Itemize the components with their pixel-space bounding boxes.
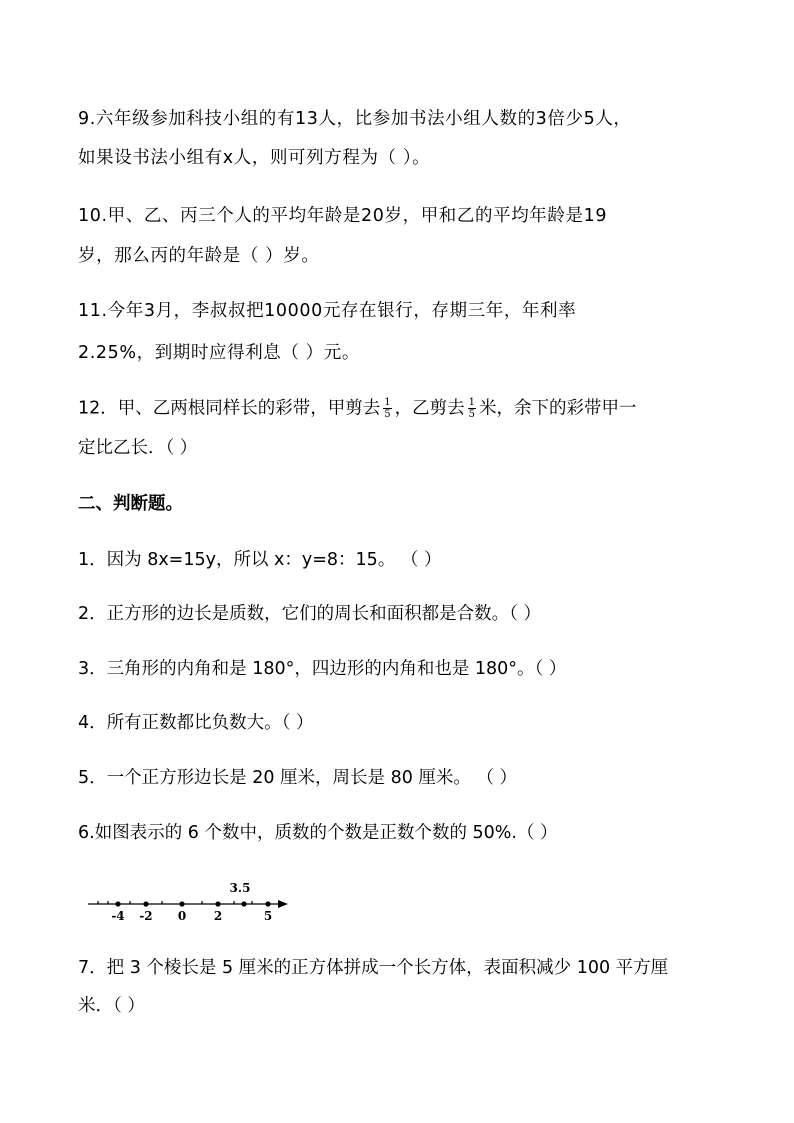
q10-line2: 岁，那么丙的年龄是（ ）岁。 xyxy=(78,246,320,266)
q12-text-part2: ，乙剪去 xyxy=(394,398,465,419)
judge-item-3: 3．三角形的内角和是 180°，四边形的内角和也是 180°。（ ） xyxy=(78,659,567,679)
label-3-5: 3.5 xyxy=(229,881,251,895)
label-minus-2: -2 xyxy=(139,909,153,923)
point-minus-4 xyxy=(115,901,120,906)
judge-item-7-line1: 7．把 3 个棱长是 5 厘米的正方体拼成一个长方体，表面积减少 100 平方厘 xyxy=(78,958,669,978)
judge-item-2: 2．正方形的边长是质数，它们的周长和面积都是合数。（ ） xyxy=(78,604,541,624)
number-line-figure xyxy=(84,880,294,924)
q12-fraction-2-numerator: 1 xyxy=(468,397,476,408)
label-minus-4: -4 xyxy=(111,909,125,923)
q12-fraction-1 xyxy=(383,397,391,420)
q12-text-part1: 12．甲、乙两根同样长的彩带，甲剪去 xyxy=(78,398,381,419)
q9-line1: 9.六年级参加科技小组的有13人，比参加书法小组人数的3倍少5人， xyxy=(78,109,632,129)
point-5 xyxy=(265,901,270,906)
q12-text-part3: 米，余下的彩带甲一 xyxy=(479,398,637,419)
q11-line2: 2.25%，到期时应得利息（ ）元。 xyxy=(78,343,360,363)
judge-item-1: 1．因为 8x=15y，所以 x：y=8：15。 （ ） xyxy=(78,550,442,570)
q12-fraction-2 xyxy=(468,397,476,420)
judge-item-6: 6.如图表示的 6 个数中，质数的个数是正数个数的 50%.（ ） xyxy=(78,823,558,843)
q9-line2: 如果设书法小组有x人，则可列方程为（ ）。 xyxy=(78,148,431,168)
number-line-arrow xyxy=(278,900,288,908)
point-3-5 xyxy=(241,901,246,906)
q12-fraction-1-denominator: 5 xyxy=(384,409,391,420)
label-0: 0 xyxy=(177,909,187,923)
section-two-title: 二、判断题。 xyxy=(78,494,183,514)
judge-item-4: 4．所有正数都比负数大。（ ） xyxy=(78,713,314,733)
point-0 xyxy=(179,901,184,906)
point-minus-2 xyxy=(143,901,148,906)
q10-line1: 10.甲、乙、丙三个人的平均年龄是20岁，甲和乙的平均年龄是19 xyxy=(78,206,608,226)
q12-fraction-1-numerator: 1 xyxy=(384,397,391,408)
judge-item-5: 5．一个正方形边长是 20 厘米，周长是 80 厘米。 （ ） xyxy=(78,768,518,788)
label-2: 2 xyxy=(213,909,223,923)
q11-line1: 11.今年3月，李叔叔把10000元存在银行，存期三年，年利率 xyxy=(78,301,577,321)
point-2 xyxy=(215,901,220,906)
q12-line1 xyxy=(78,397,637,420)
q12-fraction-2-denominator: 5 xyxy=(468,409,476,420)
label-5: 5 xyxy=(263,909,273,923)
judge-item-7-line2: 米．（ ） xyxy=(78,996,145,1016)
q12-line2: 定比乙长．（ ） xyxy=(78,438,198,458)
